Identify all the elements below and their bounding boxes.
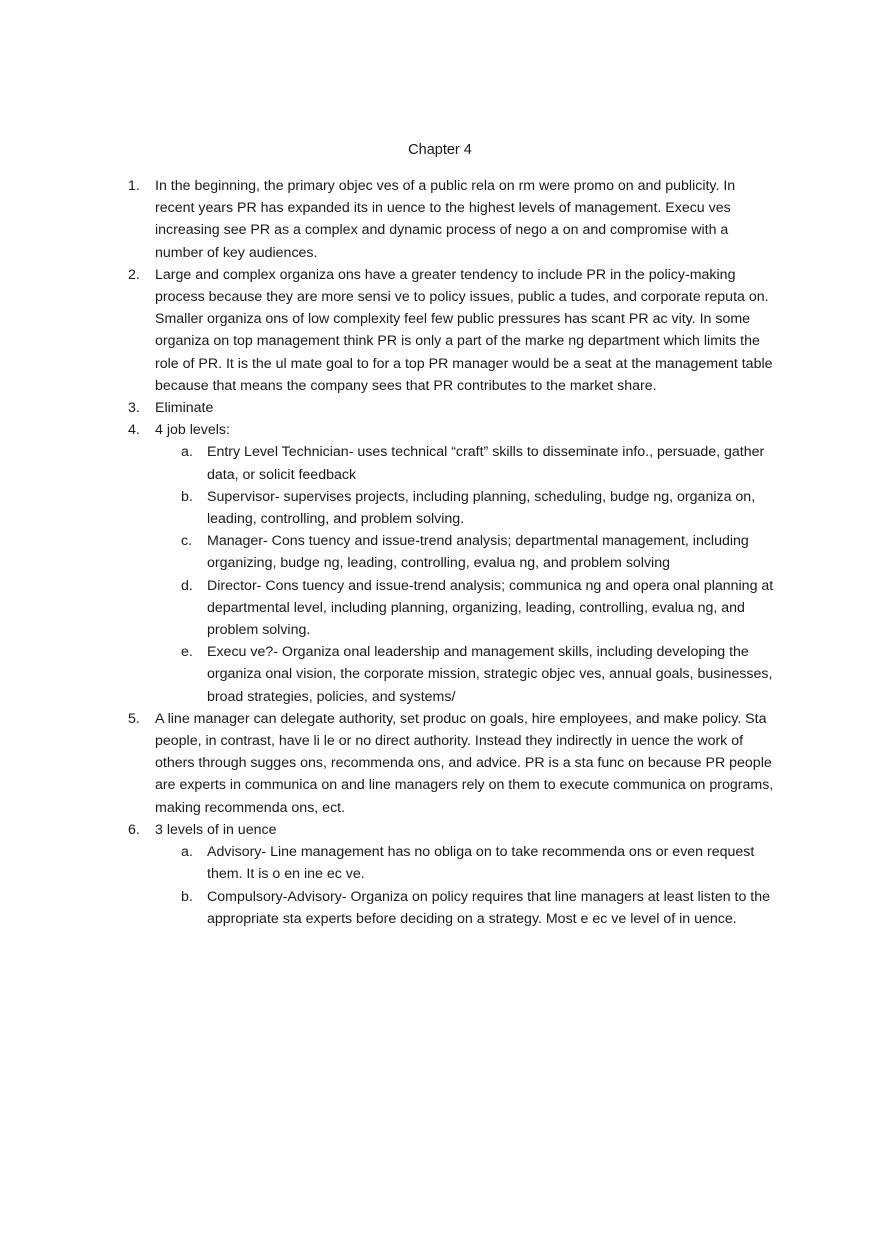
- sublist-item-d: [155, 575, 778, 642]
- list-number: 2.: [128, 266, 140, 283]
- lettered-sublist: [155, 841, 778, 930]
- list-number: 4.: [128, 422, 140, 439]
- list-item-4: [128, 419, 778, 708]
- list-item-text: 4 job levels:: [155, 422, 230, 439]
- sublist-item-text: Supervisor- supervises projects, including planning, scheduling, budge ng, organiza on, leading, controlling, and problem solving.: [207, 488, 756, 528]
- sublist-letter: a.: [181, 844, 193, 861]
- sublist-letter: b.: [181, 488, 193, 505]
- list-number: 1.: [128, 178, 140, 194]
- sublist-item-b: [155, 886, 778, 930]
- list-item-2: [128, 264, 778, 397]
- sublist-item-e: [155, 641, 778, 708]
- numbered-list: [128, 175, 778, 930]
- sublist-letter: c.: [181, 533, 193, 550]
- list-item-text: Eliminate: [155, 400, 214, 417]
- sublist-item-text: Entry Level Technician- uses technical “craft” skills to disseminate info., persuade, gather data, or solicit feedback: [207, 444, 765, 483]
- list-item-1: [128, 175, 778, 264]
- sublist-item-b: [155, 486, 778, 530]
- list-item-text: Large and complex organiza ons have a greater tendency to include PR in the policy-making process because they are more sensi ve to policy issues, public a tudes, and corporate reputa on. Smaller organiza ons of low complexity feel few public pressures has scant PR ac vity. In some organiza on top management think PR is only a part of the marke ng department which limits the role of PR. It is the ul mate goal to for a top PR manager would be a seat at the management table because that means the company sees that PR contributes to the market share.: [155, 266, 773, 394]
- list-item-3: [128, 397, 778, 419]
- list-item-text: In the beginning, the primary objec ves of a public rela on rm were promo on and publicity. In recent years PR has expanded its in uence to the highest levels of management. Execu ves increasing see PR as a complex and dynamic process of nego a on and compromise with a number of key audiences.: [155, 178, 736, 261]
- list-item-text: 3 levels of in uence: [155, 821, 277, 838]
- list-item-5: [128, 708, 778, 819]
- document-body: [128, 175, 778, 930]
- sublist-item-text: Compulsory-Advisory- Organiza on policy requires that line managers at least listen to the appropriate sta experts before deciding on a strategy. Most e ec ve level of in uence.: [207, 888, 771, 927]
- sublist-letter: e.: [181, 644, 193, 661]
- sublist-item-text: Manager- Cons tuency and issue-trend analysis; departmental management, including organizing, budge ng, leading, controlling, evalua ng, and problem solving: [207, 533, 749, 572]
- list-number: 5.: [128, 710, 140, 727]
- sublist-item-a: [155, 841, 778, 885]
- sublist-letter: b.: [181, 888, 193, 905]
- list-item-text: A line manager can delegate authority, set produc on goals, hire employees, and make policy. Sta people, in contrast, have li le or no direct authority. Instead they indirectly in uence the work of others through sugges ons, recommenda ons, and advice. PR is a sta func on because PR people are experts in communica on and line managers rely on them to execute communica on programs, making recommenda ons, ect.: [155, 710, 774, 816]
- sublist-letter: d.: [181, 577, 193, 594]
- list-number: 6.: [128, 821, 140, 838]
- sublist-item-text: Execu ve?- Organiza onal leadership and management skills, including developing the organiza onal vision, the corporate mission, strategic objec ves, annual goals, businesses, broad strategies, policies, and systems/: [207, 644, 773, 705]
- list-number: 3.: [128, 400, 140, 417]
- sublist-item-a: [155, 441, 778, 485]
- lettered-sublist: [155, 441, 778, 707]
- sublist-letter: a.: [181, 444, 193, 461]
- page-title: Chapter 4: [408, 142, 472, 158]
- list-item-6: [128, 819, 778, 930]
- sublist-item-c: [155, 530, 778, 574]
- sublist-item-text: Advisory- Line management has no obliga on to take recommenda ons or even request them. It is o en ine ec ve.: [207, 844, 755, 883]
- sublist-item-text: Director- Cons tuency and issue-trend analysis; communica ng and opera onal planning at departmental level, including planning, organizing, leading, controlling, evalua ng, and problem solving.: [207, 577, 774, 639]
